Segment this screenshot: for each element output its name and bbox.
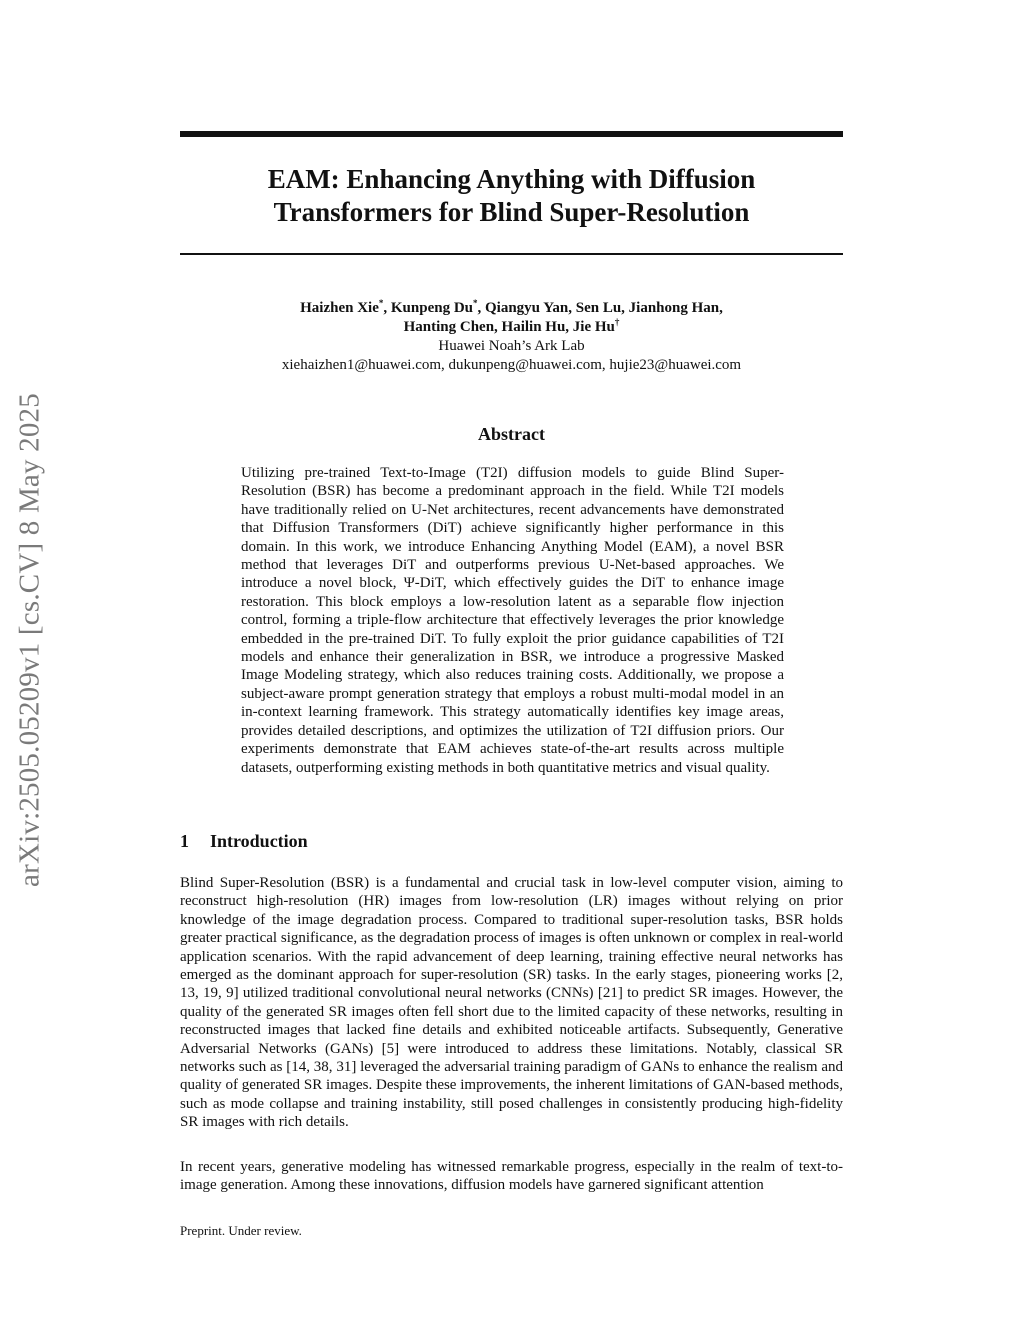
page-footer: Preprint. Under review. <box>180 1223 302 1238</box>
corresponding-author-mark: † <box>614 317 620 327</box>
author-names-line-1 <box>180 299 843 318</box>
title-line-1: EAM: Enhancing Anything with Diffusion <box>267 164 756 194</box>
affiliation: Huawei Noah’s Ark Lab <box>438 338 585 354</box>
abstract-body: Utilizing pre-trained Text-to-Image (T2I) diffusion models to guide Blind Super-Resolution (BSR) has become a predominant approach in the field. While T2I models have traditionally relied on U-Net architectures, recent advancements have demonstrated that Diffusion Transformers (DiT) achieve significantly higher performance in this domain. In this work, we introduce Enhancing Anything Model (EAM), a novel BSR method that leverages DiT and outperforms previous U-Net-based approaches. We introduce a novel block, Ψ-DiT, which effectively guides the DiT to enhance image restoration. This block employs a low-resolution latent as a separable flow injection control, forming a triple-flow architecture that effectively leverages the prior knowledge embedded in the pre-trained DiT. To fully exploit the prior guidance capabilities of T2I models and enhance their generalization in BSR, we introduce a progressive Masked Image Modeling strategy, which also reduces training costs. Additionally, we propose a subject-aware prompt generation strategy that employs a robust multi-modal model in an in-context learning framework. This strategy automatically identifies key image areas, provides detailed descriptions, and optimizes the utilization of T2I diffusion priors. Our experiments demonstrate that EAM achieves state-of-the-art results across multiple datasets, outperforming existing methods in both quantitative metrics and visual quality. <box>241 465 784 776</box>
paper-title <box>180 163 843 229</box>
section-title: Introduction <box>210 831 308 851</box>
abstract-heading: Abstract <box>478 424 545 444</box>
equal-contribution-mark: * <box>473 298 478 308</box>
section-heading-introduction <box>180 831 308 852</box>
author-others: , Qiangyu Yan, Sen Lu, Jianhong Han, <box>477 300 723 316</box>
introduction-paragraph-2: In recent years, generative modeling has witnessed remarkable progress, especially in the realm of text-to-image generation. Among these innovations, diffusion models have garnered significant attention <box>180 1159 843 1194</box>
author-emails: xiehaizhen1@huawei.com, dukunpeng@huawei.com, hujie23@huawei.com <box>281 357 742 373</box>
title-top-rule <box>180 131 843 137</box>
author-block <box>180 299 843 375</box>
author-names-2: Hanting Chen, Hailin Hu, Jie Hu <box>403 319 615 335</box>
author-xie: Haizhen Xie <box>300 300 379 316</box>
equal-contribution-mark: * <box>378 298 384 308</box>
introduction-paragraph-1: Blind Super-Resolution (BSR) is a fundamental and crucial task in low-level computer vision, aiming to reconstruct high-resolution (HR) images from low-resolution (LR) images without relying on prior knowledge of the image degradation process. Compared to traditional super-resolution tasks, BSR holds greater practical significance, as the degradation process of images is often unknown or complex in real-world application scenarios. With the rapid advancement of deep learning, training effective neural networks has emerged as the dominant approach for super-resolution (SR) tasks. In the early stages, pioneering works [2, 13, 19, 9] utilized traditional convolutional neural networks (CNNs) [21] to predict SR images. However, the quality of the generated SR images often fell short due to the limited capacity of these networks, resulting in reconstructed images that lacked fine details and exhibited noticeable artifacts. Subsequently, Generative Adversarial Networks (GANs) [5] were introduced to address these limitations. Notably, classical SR networks such as [14, 38, 31] leveraged the adversarial training paradigm of GANs to enhance the realism and quality of generated SR images. Despite these improvements, the inherent limitations of GAN-based methods, such as mode collapse and training instability, still posed challenges in consistently producing high-fidelity SR images with rich details. <box>180 875 843 1131</box>
arxiv-identifier: arXiv:2505.05209v1 [cs.CV] 8 May 2025 <box>13 393 46 887</box>
section-number: 1 <box>180 831 189 851</box>
title-bottom-rule <box>180 253 843 255</box>
title-line-2: Transformers for Blind Super-Resolution <box>273 197 750 227</box>
author-du: , Kunpeng Du <box>383 300 473 316</box>
author-names-line-2 <box>180 318 843 337</box>
